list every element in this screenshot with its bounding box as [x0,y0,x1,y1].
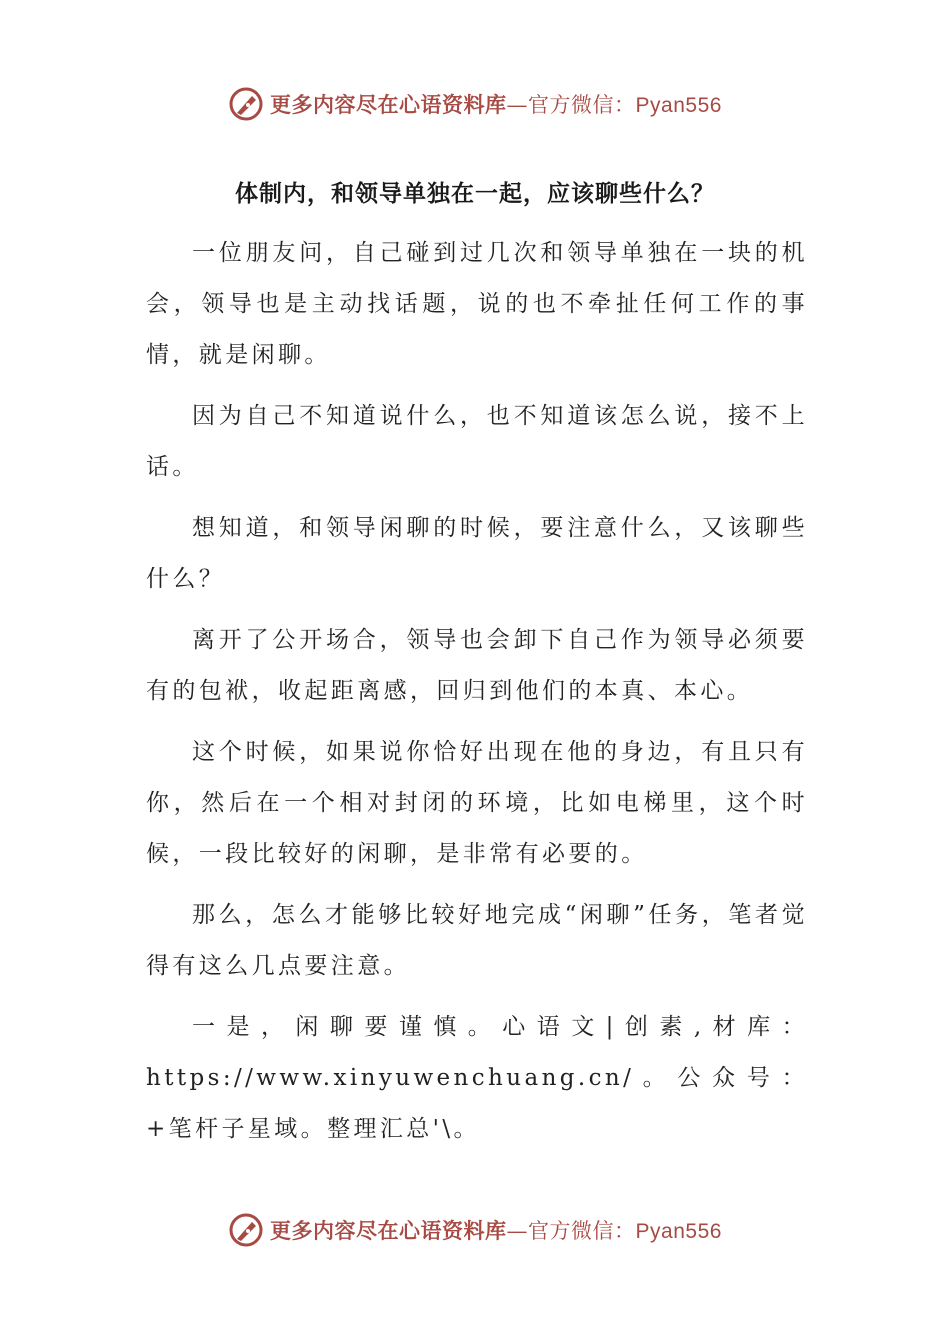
banner-dash: — [506,1219,529,1243]
paragraph: 那么，怎么才能够比较好地完成“闲聊”任务，笔者觉得有这么几点要注意。 [146,902,808,979]
article-title: 体制内，和领导单独在一起，应该聊些什么？ [235,180,715,207]
banner-wechat-id: Pyan556 [635,94,722,117]
paragraph: 因为自己不知道说什么，也不知道该怎么说，接不上话。 [146,403,808,480]
article-body [146,228,808,1165]
footer-banner [0,1208,950,1252]
pen-nib-logo-icon [228,86,264,122]
banner-wechat-label: 官方微信： [528,93,636,117]
paragraph: 一位朋友问，自己碰到过几次和领导单独在一块的机会，领导也是主动找话题，说的也不牵扯任何工作的事情，就是闲聊。 [146,240,808,368]
paragraph: 离开了公开场合，领导也会卸下自己作为领导必须要有的包袱，收起距离感，回归到他们的本真、本心。 [146,627,808,704]
banner-brand: 更多内容尽在心语资料库 [270,92,507,117]
banner-brand: 更多内容尽在心语资料库 [270,1218,507,1243]
banner-dash: — [506,93,529,117]
banner-wechat-id: Pyan556 [635,1220,722,1243]
paragraph: 想知道，和领导闲聊的时候，要注意什么，又该聊些什么？ [146,515,808,592]
paragraph: 这个时候，如果说你恰好出现在他的身边，有且只有你，然后在一个相对封闭的环境，比如电梯里，这个时候，一段比较好的闲聊，是非常有必要的。 [146,739,808,867]
pen-nib-logo-icon [228,1212,264,1248]
banner-text [270,89,722,119]
banner-text [270,1215,722,1245]
banner-wechat-label: 官方微信： [528,1219,636,1243]
header-banner [0,82,950,126]
paragraph: 一是，闲聊要谨慎。心语文|创素,材库：https://www.xinyuwenchuang.cn/。公众号：+笔杆子星域。整理汇总'\。 [146,1014,808,1142]
